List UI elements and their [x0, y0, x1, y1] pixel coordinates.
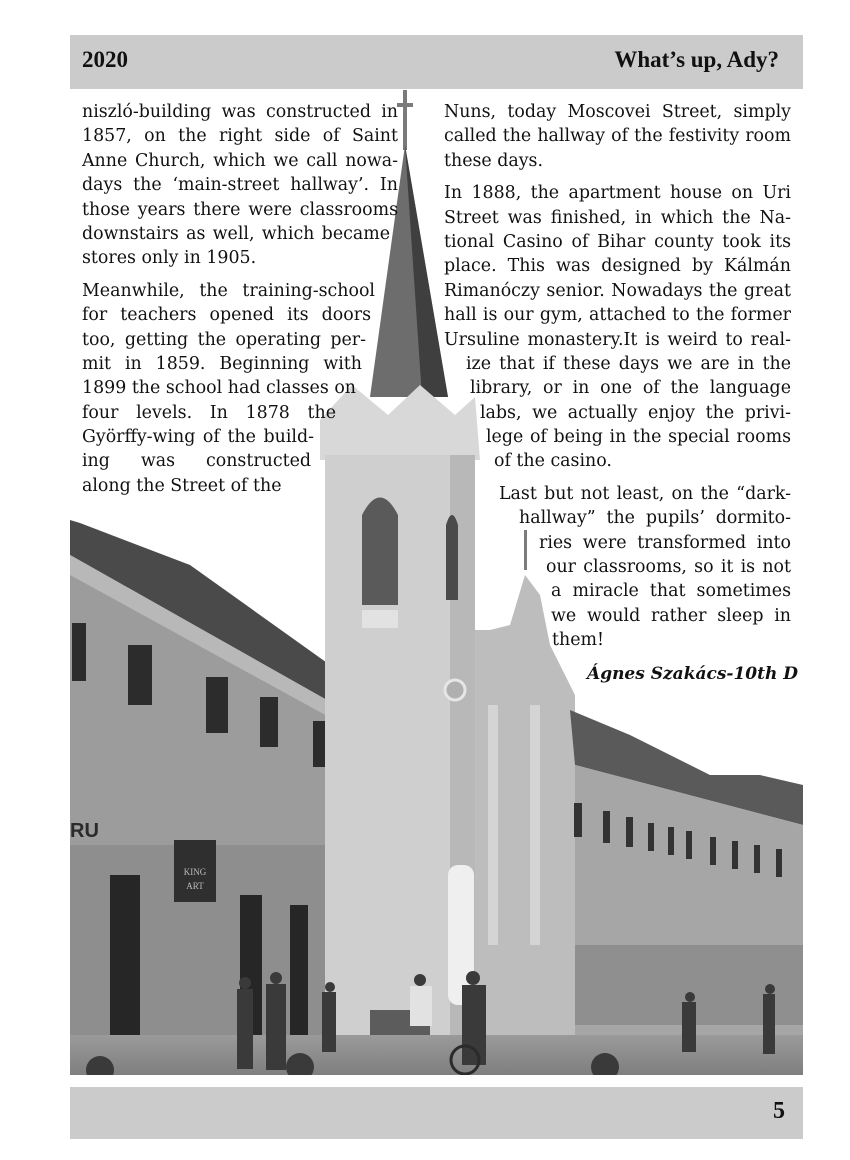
text-line: 1857, on the right side of Saint: [82, 126, 398, 147]
text-line: days the ‘main-street hallway’. In: [82, 175, 398, 196]
svg-text:KING: KING: [183, 867, 207, 877]
text-line: Anne Church, which we call nowa-: [82, 150, 398, 171]
article-paragraph: [444, 181, 791, 474]
text-line: Meanwhile, the training-school: [82, 280, 375, 301]
text-line: Nuns, today Moscovei Street, simply: [444, 102, 791, 122]
text-line: ries were transformed into: [539, 532, 791, 553]
text-line: for teachers opened its doors: [82, 305, 371, 326]
text-line: them!: [552, 630, 604, 651]
article-paragraph: [82, 279, 398, 499]
header-band: [70, 35, 803, 89]
text-line: Street was finished, in which the Na-: [444, 207, 791, 228]
text-line: ize that if these days we are in the: [466, 353, 791, 374]
text-line: too, getting the operating per-: [82, 329, 366, 350]
text-line: Ursuline monastery.It is weird to real-: [444, 329, 791, 350]
text-line: along the Street of the: [82, 475, 282, 496]
text-line: these days.: [444, 150, 544, 171]
text-line: niszló-building was constructed in: [82, 102, 398, 122]
article-paragraph: [82, 100, 398, 271]
text-line: four levels. In 1878 the: [82, 402, 336, 423]
text-line: Last but not least, on the “dark-: [499, 483, 791, 504]
article-paragraph: [444, 482, 791, 653]
paragraph-gap: [444, 173, 791, 181]
text-line: we would rather sleep in: [551, 605, 791, 626]
text-line: our classrooms, so it is not: [546, 557, 791, 578]
author-signature: Ágnes Szakács-10th D: [587, 664, 798, 684]
text-line: mit in 1859. Beginning with: [82, 353, 362, 374]
text-line: called the hallway of the festivity room: [444, 126, 791, 147]
paragraph-gap: [444, 474, 791, 482]
text-line: In 1888, the apartment house on Uri: [444, 183, 791, 204]
text-line: tional Casino of Bihar county took its: [444, 231, 791, 252]
text-line: library, or in one of the language: [470, 378, 791, 399]
article-paragraph: [444, 100, 791, 173]
king-art-sign: [174, 840, 216, 902]
text-line: hall is our gym, attached to the former: [444, 305, 791, 326]
text-line: stores only in 1905.: [82, 248, 257, 269]
article-left-column: [82, 100, 398, 498]
text-line: Rimanóczy senior. Nowadays the great: [444, 280, 791, 301]
text-line: those years there were classrooms: [82, 199, 398, 220]
page-number: 5: [773, 1098, 785, 1124]
paragraph-gap: [82, 271, 398, 279]
text-line: place. This was designed by Kálmán: [444, 256, 791, 277]
text-line: lege of being in the special rooms: [486, 427, 791, 448]
shop-sign-partial: RU: [70, 820, 99, 842]
article-right-column: [444, 100, 791, 653]
text-line: Györffy-wing of the build-: [82, 427, 314, 448]
svg-text:ART: ART: [186, 881, 204, 891]
text-line: a miracle that sometimes: [551, 581, 791, 602]
text-line: labs, we actually enjoy the privi-: [480, 402, 791, 423]
text-line: ing was constructed: [82, 451, 311, 472]
text-line: downstairs as well, which became: [82, 223, 390, 244]
text-line: 1899 the school had classes on: [82, 378, 356, 399]
issue-year: 2020: [82, 47, 128, 72]
text-line: hallway” the pupils’ dormito-: [519, 508, 791, 529]
magazine-title: What’s up, Ady?: [614, 47, 779, 72]
text-line: of the casino.: [494, 451, 612, 472]
footer-band: [70, 1087, 803, 1139]
